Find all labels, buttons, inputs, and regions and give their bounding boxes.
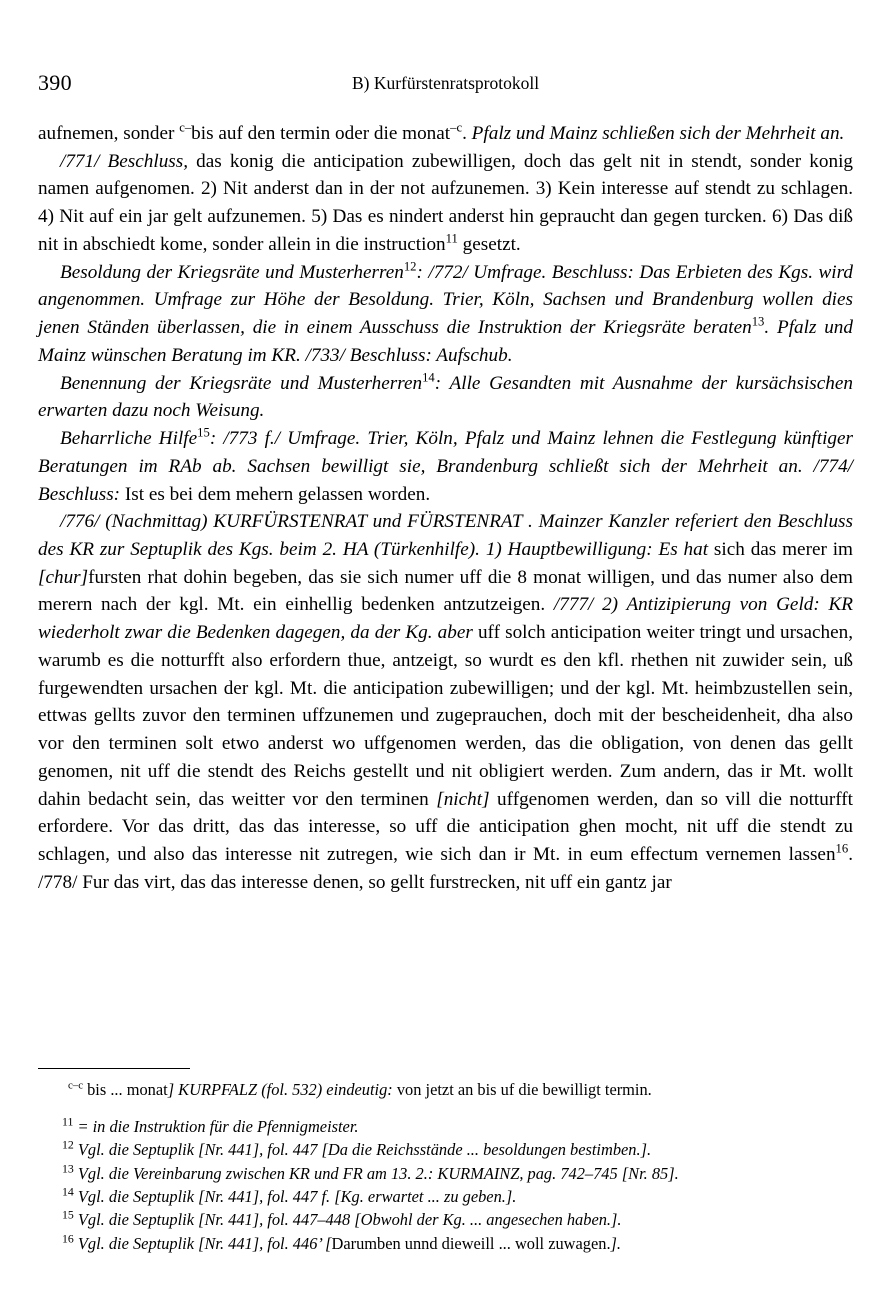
footnote-item: $^{16}$ Vgl. die Septuplik [Nr. 441], fol. 446’ [Darumben unnd dieweill ... woll zuwagen.]. — [62, 1231, 622, 1253]
paragraph: /771/ Beschluss, das konig die anticipation zubewilligen, doch das gelt nit in stendt, sonder konig namen aufgenomen. 2) Nit anderst dan in der not aufzunemen. 3) Kein interesse auf stendt zu schlagen. 4) Nit auf ein jar gelt aufzunemen. 5) Das es nindert anderst hin gepraucht dan gegen turcken. 6) Das diß nit in abschiedt kome, sonder allein in die instruction$^{11}$ gesetzt. — [38, 150, 853, 255]
paragraph: Benennung der Kriegsräte und Musterherren$^{14}$: Alle Gesandten mit Ausnahme der kursächsischen erwarten dazu noch Weisung. — [38, 370, 853, 422]
footnote-list — [38, 1115, 853, 1255]
footnote-item: $^{12}$ Vgl. die Septuplik [Nr. 441], fol. 447 [Da die Reichsstände ... besoldungen bestimben.]. — [62, 1137, 652, 1160]
footnote-item: $^{11}$ = in die Instruktion für die Pfennigmeister. — [62, 1114, 359, 1137]
running-title: B) Kurfürstenratsprotokoll — [351, 73, 540, 93]
variant-note: $^{c-c}$ bis ... monat] KURPFALZ (fol. 532) eindeutig: von jetzt an bis uf die bewilligt termin. — [68, 1079, 652, 1099]
footnote-area — [38, 1068, 853, 1255]
paragraph: Besoldung der Kriegsräte und Musterherren$^{12}$: /772/ Umfrage. Beschluss: Das Erbieten des Kgs. wird angenommen. Umfrage zur Höhe der Besoldung. Trier, Köln, Sachsen und Brandenburg wollen dies jenen Ständen überlassen, die in einem Ausschuss die Instruktion der Kriegsräte beraten$^{13}$. Pfalz und Mainz wünschen Beratung im KR. /733/ Beschluss: Aufschub. — [38, 259, 853, 366]
footnote-item: $^{13}$ Vgl. die Vereinbarung zwischen KR und FR am 13. 2.: KURMAINZ, pag. 742–745 [Nr. 85]. — [62, 1161, 679, 1183]
paragraph: Beharrliche Hilfe$^{15}$: /773 f./ Umfrage. Trier, Köln, Pfalz und Mainz lehnen die Festlegung künftiger Beratungen im RAb ab. Sachsen bewilligt sie, Brandenburg schließt sich der Mehrheit an. /774/ Beschluss: Ist es bei dem mehern gelassen worden. — [38, 425, 853, 505]
body-text — [38, 120, 853, 897]
page-header — [38, 70, 853, 98]
footnote-rule — [38, 1068, 190, 1069]
footnote-item: $^{14}$ Vgl. die Septuplik [Nr. 441], fol. 447 f. [Kg. erwartet ... zu geben.]. — [62, 1184, 517, 1207]
footnote-item: $^{15}$ Vgl. die Septuplik [Nr. 441], fol. 447–448 [Obwohl der Kg. ... angesechen haben.]. — [62, 1207, 622, 1230]
page-number: 390 — [38, 70, 72, 95]
paragraph: /776/ (Nachmittag) KURFÜRSTENRAT und FÜRSTENRAT . Mainzer Kanzler referiert den Beschluss des KR zur Septuplik des Kgs. beim 2. HA (Türkenhilfe). 1) Hauptbewilligung: Es hat sich das merer im [chur]fursten rhat dohin begeben, das sie sich numer uff die 8 monat willigen, und das numer also dem merern nach der kgl. Mt. ein einhellig bedenken antzutzeigen. /777/ 2) Antizipierung von Geld: KR wiederholt zwar die Bedenken dagegen, da der Kg. aber uff solch anticipation weiter tringt und ursachen, warumb es die notturfft also erfordern thue, antzeigt, so wurdt es den kfl. rhethen nit zuwider sein, uß furgewendten ursachen der kgl. Mt. die anticipation zubewilligen; und der kgl. Mt. heimbzustellen sein, ettwas gellts zuvor den terminen uffzunemen und zugeprauchen, doch mit der bescheidenheit, dha also vor den terminen solt etwo anderst wo uffgenomen werden, das die obligation, von denen das gellt genomen, nit uff die stendt des Reichs gestellt und nit obligiert werden. Zum andern, das ir Mt. wollt dahin bedacht sein, das weitter vor den terminen [nicht] uffgenomen werden, dan so vill die notturfft erfordere. Vor das dritt, das das interesse, so uff die anticipation ghen mocht, nit uff die stendt zu schlagen, und also das interesse nit zutregen, wie sich dan ir Mt. in eum effectum vernemen lassen$^{16}$. /778/ Fur das virt, das das interesse denen, so gellt furstrecken, nit uff ein gantz jar — [38, 511, 853, 893]
paragraph: aufnemen, sonder $^{c-}$bis auf den termin oder die monat$^{-c}$. Pfalz und Mainz schließen sich der Mehrheit an. — [38, 120, 845, 144]
